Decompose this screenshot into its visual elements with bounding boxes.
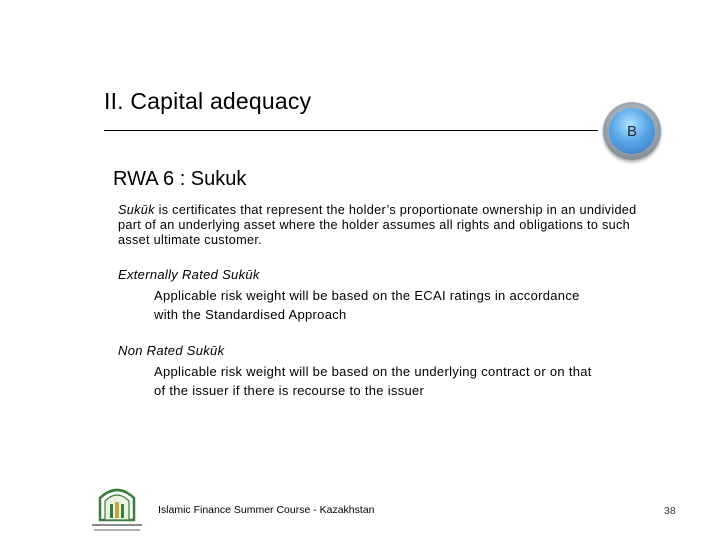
item-body-externally-rated bbox=[154, 286, 654, 324]
item-body-line: Applicable risk weight will be based on the underlying contract or on that bbox=[154, 364, 592, 379]
title-divider bbox=[104, 130, 598, 131]
item-heading-externally-rated: Externally Rated Sukūk bbox=[118, 267, 260, 282]
item-body-line: of the issuer if there is recourse to the issuer bbox=[154, 383, 425, 398]
institution-logo-icon bbox=[88, 484, 146, 536]
footer-course: Islamic Finance Summer Course - Kazakhstan bbox=[158, 504, 375, 516]
intro-term: Sukūk bbox=[118, 203, 155, 217]
page-number: 38 bbox=[664, 505, 676, 517]
item-body-line: Applicable risk weight will be based on the ECAI ratings in accordance bbox=[154, 288, 580, 303]
section-title: RWA 6 : Sukuk bbox=[113, 168, 247, 190]
item-body-non-rated bbox=[154, 362, 654, 400]
badge-letter: B bbox=[626, 122, 637, 140]
slide-title: II. Capital adequacy bbox=[104, 88, 312, 114]
intro-text: is certificates that represent the holder’s proportionate ownership in an undivided part of an underlying asset where the holder assumes all rights and obligations to such asset ultimate customer. bbox=[118, 203, 637, 247]
badge-circle-icon bbox=[609, 108, 655, 154]
item-heading-non-rated: Non Rated Sukūk bbox=[118, 343, 225, 358]
intro-paragraph bbox=[118, 203, 658, 248]
item-body-line: with the Standardised Approach bbox=[154, 307, 347, 322]
section-badge bbox=[603, 102, 661, 160]
